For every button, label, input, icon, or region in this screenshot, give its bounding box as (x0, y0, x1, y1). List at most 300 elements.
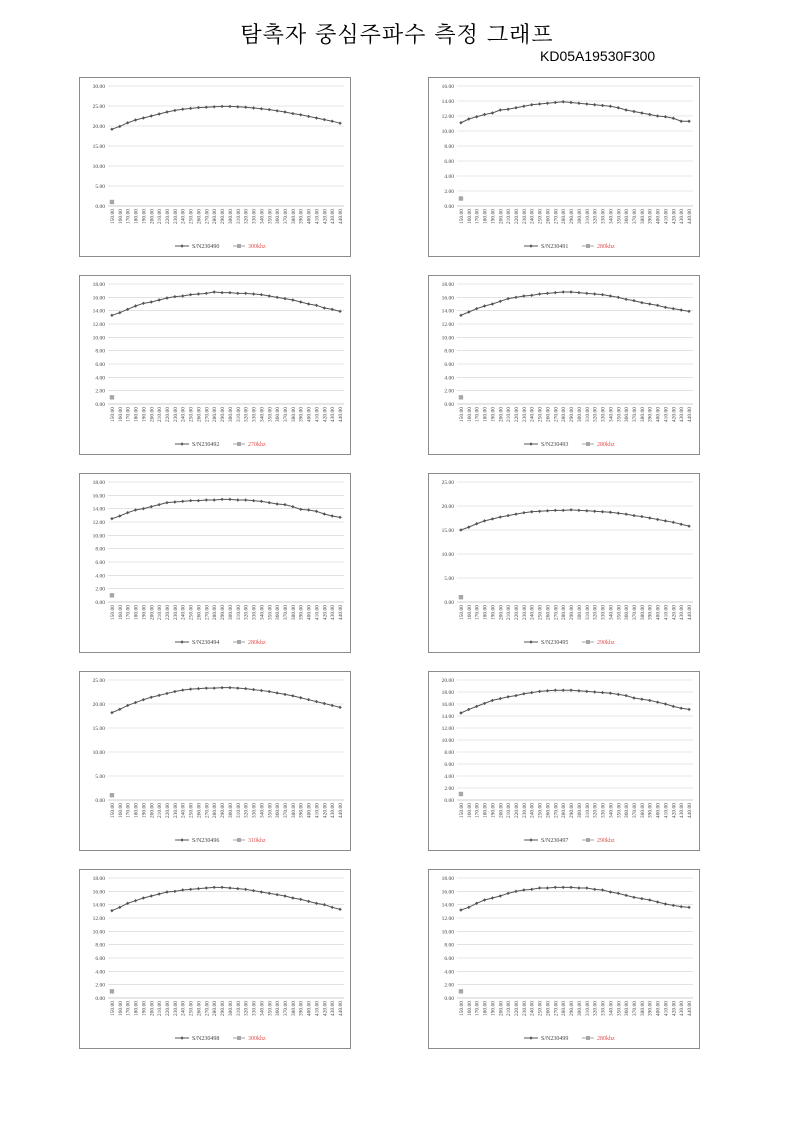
data-point (459, 314, 462, 317)
data-point (213, 498, 216, 501)
x-tick-label: 230.00 (172, 1001, 179, 1017)
x-tick-label: 410.00 (314, 1001, 321, 1017)
x-tick-label: 390.00 (647, 1001, 654, 1017)
legend-series-name: S/N230493 (541, 442, 569, 448)
legend-series-name: S/N230490 (192, 244, 220, 250)
y-tick-label: 16.00 (92, 493, 105, 500)
legend-point-swatch (180, 442, 183, 445)
data-point (173, 500, 176, 503)
x-tick-label: 310.00 (235, 605, 242, 621)
x-tick-label: 360.00 (624, 605, 631, 621)
x-tick-label: 210.00 (506, 605, 513, 621)
data-point (307, 115, 310, 118)
x-tick-label: 200.00 (498, 407, 505, 423)
x-tick-label: 370.00 (283, 803, 289, 819)
data-point (220, 291, 223, 294)
chart-panel (79, 77, 351, 257)
legend-frequency-label: 290khz (597, 838, 615, 844)
x-tick-label: 280.00 (212, 407, 219, 423)
y-tick-label: 2.00 (95, 586, 105, 593)
legend-point-swatch (529, 838, 532, 841)
x-tick-label: 190.00 (141, 1001, 148, 1017)
y-tick-label: 10.00 (441, 335, 454, 342)
y-tick-label: 0.00 (95, 204, 105, 210)
data-point (672, 307, 675, 310)
x-tick-label: 300.00 (227, 803, 234, 819)
data-point (609, 890, 612, 893)
y-tick-label: 18.00 (441, 690, 454, 696)
data-point (491, 896, 494, 899)
y-tick-label: 0.00 (444, 402, 454, 408)
x-tick-label: 310.00 (584, 407, 591, 423)
legend-marker-swatch (586, 640, 590, 644)
data-point (197, 687, 200, 690)
data-point (205, 686, 208, 689)
x-tick-label: 200.00 (149, 803, 156, 819)
legend-series-name: S/N230491 (541, 244, 569, 250)
data-point (165, 296, 168, 299)
document-code: KD05A19530F300 (540, 48, 656, 64)
data-point (632, 896, 635, 899)
legend-point-swatch (529, 1036, 532, 1039)
data-point (562, 509, 565, 512)
data-point (118, 514, 121, 517)
data-point (499, 300, 502, 303)
x-tick-label: 420.00 (671, 208, 678, 225)
x-tick-label: 310.00 (235, 407, 242, 423)
data-point (664, 702, 667, 705)
data-point (491, 699, 494, 702)
x-tick-label: 320.00 (592, 605, 599, 621)
x-tick-label: 200.00 (149, 407, 156, 423)
data-point (585, 509, 588, 512)
x-tick-label: 230.00 (521, 1001, 528, 1017)
data-point (672, 904, 675, 907)
x-tick-label: 280.00 (561, 1001, 568, 1017)
x-tick-label: 400.00 (655, 605, 662, 621)
data-point (126, 121, 129, 124)
x-tick-label: 160.00 (466, 407, 473, 423)
x-tick-label: 320.00 (243, 209, 250, 225)
y-tick-label: 15.00 (441, 528, 454, 534)
data-point (283, 894, 286, 897)
x-tick-label: 220.00 (514, 209, 520, 225)
data-point (546, 509, 549, 512)
data-point (640, 111, 643, 114)
data-point (562, 100, 565, 103)
y-tick-label: 5.00 (95, 774, 105, 780)
data-point (165, 110, 168, 113)
x-tick-label: 150.00 (458, 1001, 465, 1017)
y-tick-label: 14.00 (92, 506, 105, 513)
data-point (150, 696, 153, 699)
y-tick-label: 0.00 (95, 798, 105, 804)
data-point (687, 906, 690, 909)
x-tick-label: 350.00 (616, 1001, 623, 1017)
data-point (483, 702, 486, 705)
data-point (189, 107, 192, 110)
data-point (624, 298, 627, 301)
x-tick-label: 430.00 (330, 407, 337, 423)
data-point (331, 906, 334, 909)
y-tick-label: 6.00 (444, 762, 454, 768)
data-point (617, 693, 620, 696)
x-tick-label: 230.00 (521, 605, 528, 621)
x-tick-label: 350.00 (267, 407, 274, 423)
data-point (459, 528, 462, 531)
data-point (483, 898, 486, 901)
data-point (562, 290, 565, 293)
data-point (134, 118, 137, 121)
frequency-marker (110, 989, 114, 993)
data-point (577, 102, 580, 105)
data-point (459, 908, 462, 911)
data-point (585, 690, 588, 693)
y-tick-label: 6.00 (444, 159, 454, 165)
y-tick-label: 14.00 (441, 308, 454, 315)
x-tick-label: 270.00 (553, 605, 560, 621)
data-point (640, 897, 643, 900)
x-tick-label: 250.00 (188, 209, 195, 225)
x-tick-label: 250.00 (537, 1001, 544, 1017)
x-tick-label: 260.00 (545, 803, 552, 819)
data-point (323, 118, 326, 121)
data-point (110, 711, 113, 714)
x-tick-label: 390.00 (647, 605, 654, 621)
data-point (648, 898, 651, 901)
data-point (291, 896, 294, 899)
x-tick-label: 280.00 (561, 407, 568, 423)
x-tick-label: 400.00 (655, 407, 662, 423)
x-tick-label: 180.00 (133, 407, 140, 423)
x-tick-label: 330.00 (251, 605, 258, 621)
x-tick-label: 180.00 (133, 1001, 140, 1017)
x-tick-label: 190.00 (141, 605, 148, 621)
y-tick-label: 12.00 (441, 114, 454, 120)
x-tick-label: 190.00 (141, 407, 148, 423)
y-tick-label: 8.00 (444, 348, 454, 355)
data-point (601, 104, 604, 107)
data-point (672, 705, 675, 708)
legend-marker-swatch (237, 442, 241, 446)
y-tick-label: 8.00 (444, 144, 454, 150)
x-tick-label: 240.00 (529, 605, 536, 621)
data-point (157, 298, 160, 301)
frequency-marker (459, 395, 463, 399)
x-tick-label: 160.00 (117, 605, 124, 621)
y-tick-label: 10.00 (441, 552, 454, 558)
data-point (134, 304, 137, 307)
y-tick-label: 6.00 (444, 956, 454, 962)
legend-marker-swatch (586, 838, 590, 842)
x-tick-label: 150.00 (109, 803, 116, 819)
x-tick-label: 380.00 (639, 1001, 646, 1017)
data-point (491, 517, 494, 520)
data-point (514, 694, 517, 697)
x-tick-label: 250.00 (537, 407, 544, 423)
x-tick-label: 160.00 (466, 209, 473, 225)
data-point (648, 113, 651, 116)
data-point (577, 509, 580, 512)
data-point (252, 688, 255, 691)
x-tick-label: 150.00 (458, 605, 465, 621)
x-tick-label: 430.00 (679, 407, 686, 423)
x-tick-label: 270.00 (553, 803, 560, 819)
chart-svg (429, 474, 699, 652)
data-point (173, 890, 176, 893)
legend-frequency-label: 280khz (597, 1036, 615, 1042)
x-tick-label: 250.00 (188, 605, 195, 621)
x-tick-label: 330.00 (600, 209, 607, 225)
x-tick-label: 440.00 (687, 605, 694, 621)
y-tick-label: 14.00 (92, 308, 105, 315)
x-tick-label: 390.00 (298, 407, 305, 423)
x-tick-label: 230.00 (172, 209, 179, 225)
x-tick-label: 270.00 (553, 209, 560, 225)
y-tick-label: 10.00 (92, 335, 105, 342)
y-tick-label: 15.00 (92, 726, 105, 732)
x-tick-label: 240.00 (180, 605, 187, 621)
x-tick-label: 320.00 (592, 803, 599, 819)
data-point (338, 310, 341, 313)
x-tick-label: 320.00 (592, 209, 599, 225)
x-tick-label: 340.00 (608, 803, 615, 819)
y-tick-label: 10.00 (441, 129, 454, 135)
data-point (244, 292, 247, 295)
x-tick-label: 420.00 (322, 208, 329, 225)
y-tick-label: 12.00 (441, 916, 454, 922)
x-tick-label: 360.00 (624, 803, 631, 819)
data-point (244, 687, 247, 690)
x-tick-label: 280.00 (212, 1001, 219, 1017)
x-tick-label: 260.00 (196, 209, 203, 225)
data-point (617, 106, 620, 109)
data-point (554, 291, 557, 294)
x-tick-label: 280.00 (561, 605, 568, 621)
data-point (522, 105, 525, 108)
y-tick-label: 12.00 (441, 322, 454, 328)
data-point (546, 886, 549, 889)
frequency-marker (110, 793, 114, 797)
x-tick-label: 410.00 (314, 407, 321, 423)
data-point (506, 514, 509, 517)
data-point (236, 686, 239, 689)
series-line (112, 887, 340, 910)
data-point (126, 511, 129, 514)
x-tick-label: 320.00 (243, 1001, 250, 1017)
x-tick-label: 380.00 (290, 803, 297, 819)
y-tick-label: 14.00 (441, 902, 454, 909)
y-tick-label: 14.00 (92, 902, 105, 909)
data-point (554, 886, 557, 889)
y-tick-label: 15.00 (92, 144, 105, 150)
data-point (506, 892, 509, 895)
x-tick-label: 170.00 (474, 407, 481, 423)
data-point (220, 498, 223, 501)
data-point (338, 706, 341, 709)
legend-series-name: S/N230492 (192, 442, 220, 448)
y-tick-label: 8.00 (95, 942, 105, 949)
legend-marker-swatch (237, 640, 241, 644)
data-point (118, 125, 121, 128)
y-tick-label: 4.00 (95, 969, 105, 976)
series-line (112, 688, 340, 713)
data-point (110, 909, 113, 912)
x-tick-label: 350.00 (267, 605, 274, 621)
data-point (601, 510, 604, 513)
data-point (173, 109, 176, 112)
data-point (275, 502, 278, 505)
x-tick-label: 310.00 (584, 605, 591, 621)
x-tick-label: 440.00 (338, 605, 345, 621)
data-point (632, 110, 635, 113)
data-point (181, 108, 184, 111)
x-tick-label: 440.00 (687, 209, 694, 225)
data-point (299, 696, 302, 699)
x-tick-label: 330.00 (600, 407, 607, 423)
series-line (461, 887, 689, 910)
data-point (538, 690, 541, 693)
data-point (680, 120, 683, 123)
x-tick-label: 410.00 (314, 209, 321, 225)
x-tick-label: 170.00 (125, 605, 132, 621)
x-tick-label: 420.00 (322, 803, 329, 819)
x-tick-label: 420.00 (322, 407, 329, 423)
series-line (461, 690, 689, 713)
x-tick-label: 350.00 (616, 209, 623, 225)
x-tick-label: 380.00 (290, 407, 297, 423)
x-tick-label: 360.00 (624, 1001, 631, 1017)
y-tick-label: 0.00 (444, 600, 454, 606)
data-point (624, 694, 627, 697)
data-point (307, 698, 310, 701)
y-tick-label: 25.00 (92, 678, 105, 684)
data-point (252, 889, 255, 892)
data-point (268, 892, 271, 895)
data-point (499, 108, 502, 111)
data-point (569, 508, 572, 511)
data-point (506, 695, 509, 698)
data-point (617, 296, 620, 299)
legend-series-name: S/N230499 (541, 1036, 569, 1042)
x-tick-label: 400.00 (306, 407, 313, 423)
data-point (275, 691, 278, 694)
y-tick-label: 16.00 (92, 889, 105, 896)
x-tick-label: 300.00 (227, 1001, 234, 1017)
data-point (283, 693, 286, 696)
x-tick-label: 400.00 (655, 1001, 662, 1017)
x-tick-label: 300.00 (576, 407, 583, 423)
data-point (157, 694, 160, 697)
chart-panel (79, 473, 351, 653)
data-point (244, 888, 247, 891)
x-tick-label: 290.00 (569, 605, 576, 621)
x-tick-label: 240.00 (529, 1001, 536, 1017)
data-point (181, 500, 184, 503)
data-point (467, 525, 470, 528)
series-line (461, 510, 689, 530)
data-point (617, 892, 620, 895)
x-tick-label: 410.00 (663, 209, 670, 225)
data-point (236, 498, 239, 501)
data-point (252, 292, 255, 295)
x-tick-label: 210.00 (506, 1001, 513, 1017)
data-point (134, 899, 137, 902)
x-tick-label: 260.00 (545, 1001, 552, 1017)
x-tick-label: 390.00 (298, 209, 305, 225)
y-tick-label: 12.00 (92, 916, 105, 922)
data-point (205, 292, 208, 295)
x-tick-label: 430.00 (330, 1001, 337, 1017)
x-tick-label: 200.00 (149, 209, 156, 225)
legend-point-swatch (529, 244, 532, 247)
y-tick-label: 16.00 (441, 889, 454, 896)
x-tick-label: 230.00 (172, 605, 179, 621)
data-point (624, 894, 627, 897)
legend-point-swatch (180, 244, 183, 247)
x-tick-label: 350.00 (616, 803, 623, 819)
data-point (656, 304, 659, 307)
y-tick-label: 0.00 (444, 798, 454, 804)
x-tick-label: 250.00 (188, 407, 195, 423)
x-tick-label: 210.00 (157, 1001, 164, 1017)
data-point (244, 498, 247, 501)
y-tick-label: 6.00 (95, 560, 105, 566)
data-point (554, 101, 557, 104)
x-tick-label: 210.00 (506, 803, 513, 819)
data-point (299, 898, 302, 901)
x-tick-label: 190.00 (490, 407, 497, 423)
x-tick-label: 240.00 (180, 803, 187, 819)
data-point (299, 300, 302, 303)
data-point (632, 299, 635, 302)
data-point (530, 103, 533, 106)
x-tick-label: 310.00 (235, 803, 242, 819)
chart-svg (80, 870, 350, 1048)
data-point (577, 886, 580, 889)
x-tick-label: 300.00 (576, 209, 583, 225)
chart-panel (79, 275, 351, 455)
legend-marker-swatch (237, 244, 241, 248)
data-point (577, 291, 580, 294)
x-tick-label: 400.00 (306, 1001, 313, 1017)
data-point (213, 290, 216, 293)
data-point (640, 301, 643, 304)
x-tick-label: 400.00 (655, 209, 662, 225)
y-tick-label: 6.00 (444, 362, 454, 368)
x-tick-label: 230.00 (521, 803, 528, 819)
data-point (687, 120, 690, 123)
x-tick-label: 430.00 (330, 209, 337, 225)
frequency-marker (110, 593, 114, 597)
y-tick-label: 8.00 (95, 348, 105, 355)
data-point (275, 109, 278, 112)
data-point (213, 105, 216, 108)
x-tick-label: 390.00 (298, 1001, 305, 1017)
data-point (118, 906, 121, 909)
x-tick-label: 230.00 (172, 407, 179, 423)
legend-frequency-label: 300khz (248, 1036, 266, 1042)
data-point (483, 304, 486, 307)
x-tick-label: 440.00 (687, 407, 694, 423)
data-point (601, 293, 604, 296)
data-point (467, 117, 470, 120)
data-point (260, 890, 263, 893)
x-tick-label: 340.00 (259, 605, 266, 621)
data-point (656, 518, 659, 521)
data-point (205, 886, 208, 889)
x-tick-label: 250.00 (188, 1001, 195, 1017)
